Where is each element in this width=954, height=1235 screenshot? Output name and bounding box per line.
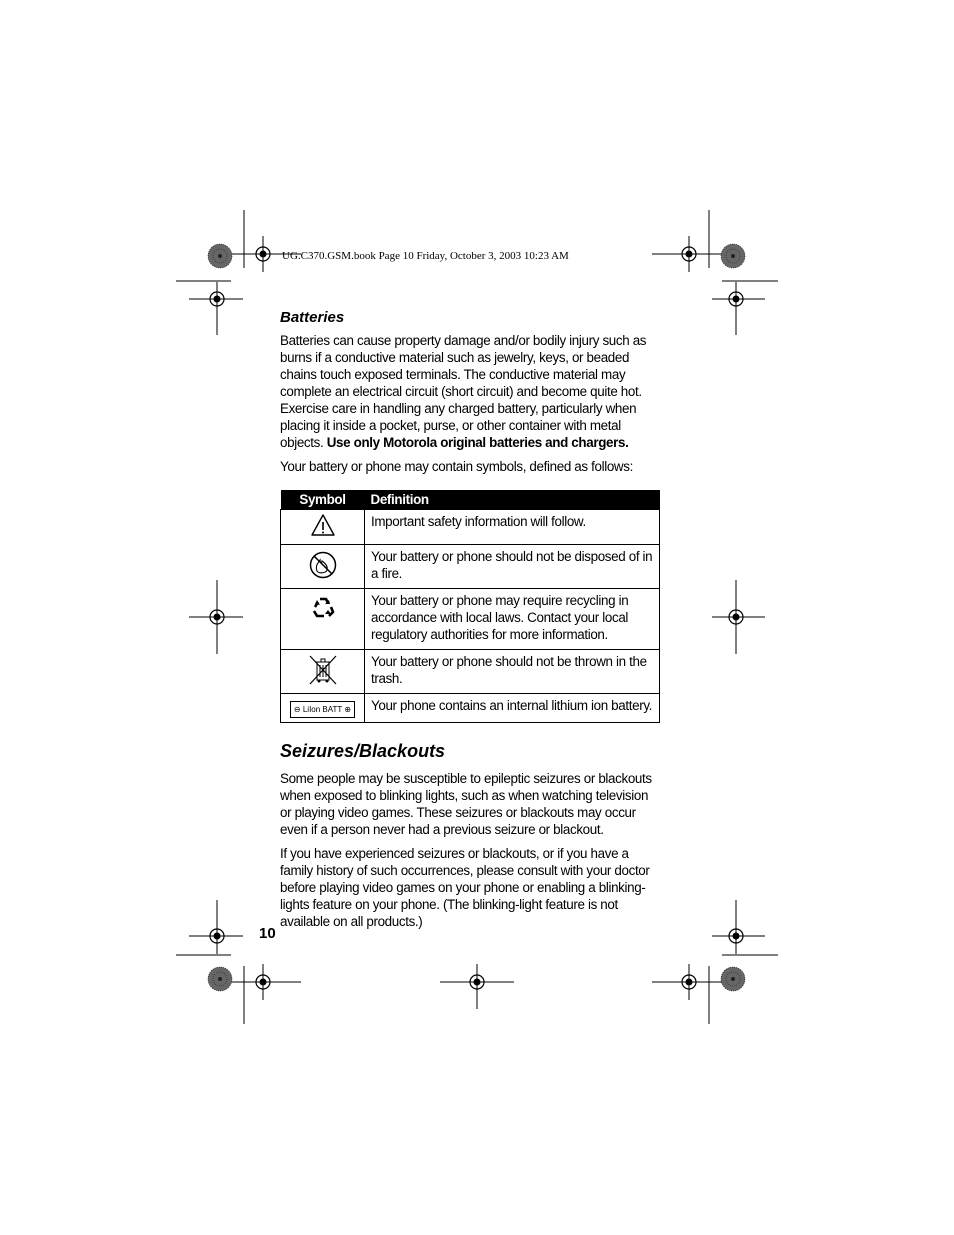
seizures-paragraph-2: If you have experienced seizures or blackouts, or if you have a family history of such occurrences, please consult with your doctor before playing video games on your phone or enabling a blinking-lights feature on your phone. (The blinking-light feature is not available on all products.) — [280, 846, 650, 929]
seizures-heading: Seizures/Blackouts — [280, 741, 446, 761]
table-row — [281, 589, 660, 650]
symbol-cell — [281, 694, 365, 723]
batteries-warning: Use only Motorola original batteries and chargers. — [326, 435, 629, 450]
table-row — [281, 510, 660, 545]
recycle-icon — [311, 595, 335, 619]
symbol-table — [280, 490, 660, 723]
liion-battery-icon: ⊖ LiIon BATT ⊕ — [290, 701, 355, 718]
definition-column-header: Definition — [365, 490, 660, 510]
batteries-heading: Batteries — [280, 309, 345, 326]
table-row — [281, 545, 660, 589]
crossed-out-bin-icon — [308, 654, 338, 686]
battery-icon-label: LiIon BATT — [302, 704, 343, 714]
symbol-cell — [281, 589, 365, 650]
definition-cell: Your phone contains an internal lithium ion battery. — [365, 694, 660, 723]
seizures-paragraph-1: Some people may be susceptible to epileptic seizures or blackouts when exposed to blinking lights, such as when watching television or playing video games. These seizures or blackouts may occur even if a person never had a previous seizure or blackout. — [280, 771, 652, 837]
table-row — [281, 650, 660, 694]
no-fire-icon — [308, 550, 338, 580]
symbol-column-header: Symbol — [281, 490, 365, 510]
symbols-intro: Your battery or phone may contain symbols, defined as follows: — [280, 459, 633, 474]
page-content — [280, 309, 660, 937]
table-row — [281, 694, 660, 723]
print-header: UG.C370.GSM.book Page 10 Friday, October 3, 2003 10:23 AM — [282, 250, 569, 262]
batteries-paragraph — [280, 332, 660, 451]
definition-cell: Your battery or phone should not be thrown in the trash. — [365, 650, 660, 694]
page-number: 10 — [259, 925, 276, 942]
batteries-text: Batteries can cause property damage and/or bodily injury such as burns if a conductive material such as jewelry, keys, or beaded chains touch exposed terminals. The conductive material may complete an electrical circuit (short circuit) and become quite hot. Exercise care in handling any charged battery, particularly when placing it inside a pocket, purse, or other container with metal objects. — [280, 333, 647, 450]
definition-cell: Your battery or phone may require recycling in accordance with local laws. Contact your local regulatory authorities for more information. — [365, 589, 660, 650]
symbol-cell — [281, 650, 365, 694]
warning-triangle-icon — [310, 512, 336, 538]
definition-cell: Important safety information will follow. — [365, 510, 660, 545]
table-header — [281, 490, 660, 510]
symbol-cell — [281, 545, 365, 589]
symbol-cell — [281, 510, 365, 545]
definition-cell: Your battery or phone should not be disposed of in a fire. — [365, 545, 660, 589]
